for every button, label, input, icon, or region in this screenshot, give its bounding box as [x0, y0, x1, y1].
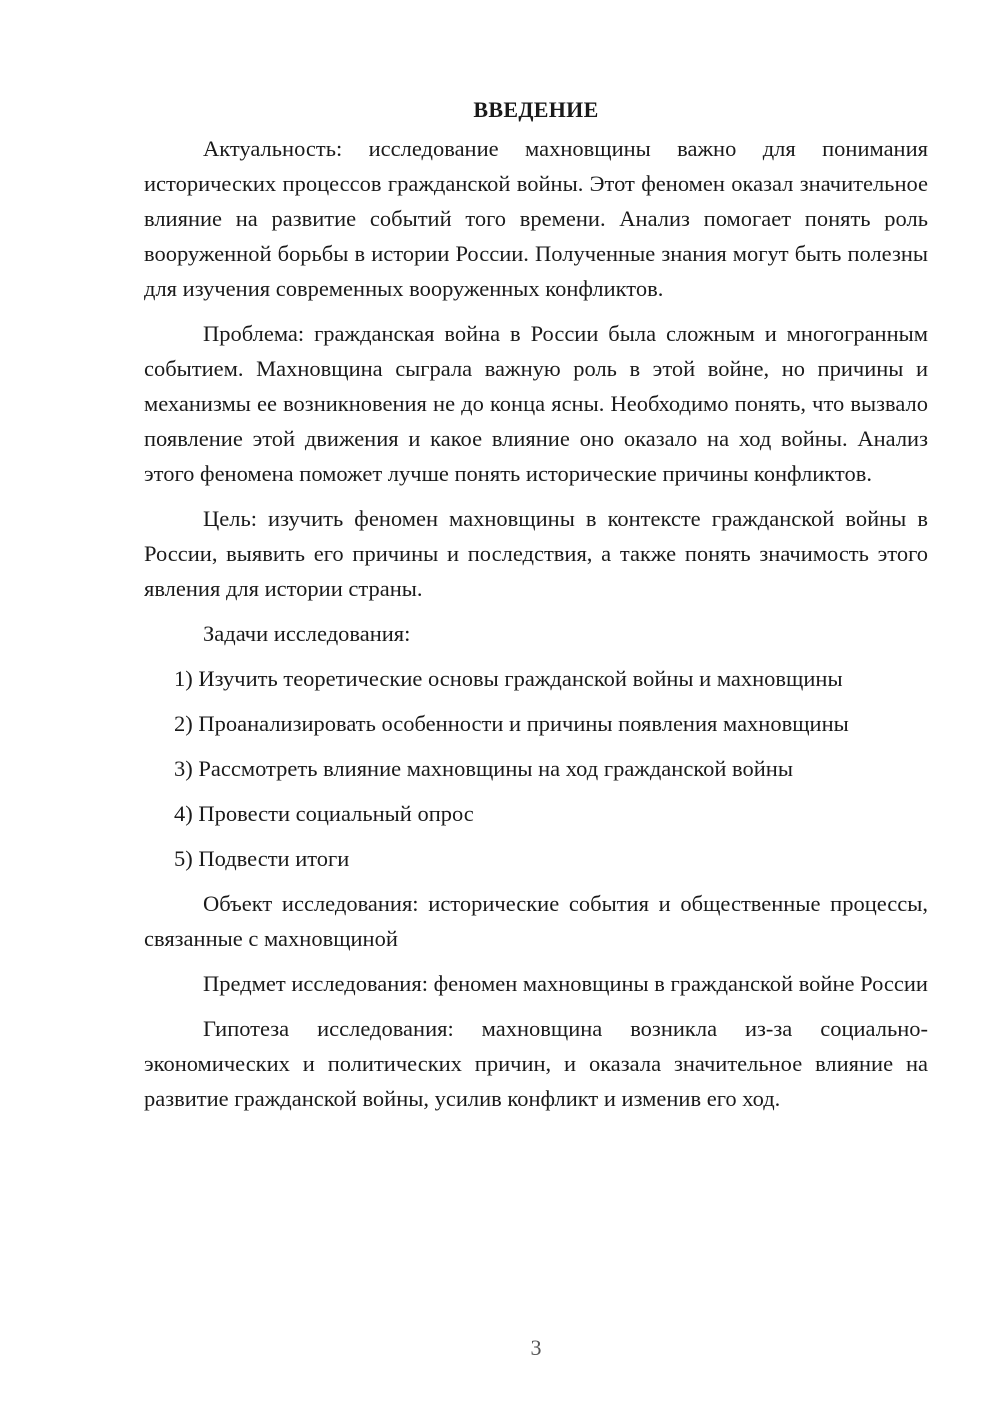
- relevance-paragraph: Актуальность: исследование махновщины важно для понимания исторических процессов гражданской войны. Этот феномен оказал значительное влияние на развитие событий того времени. Анализ помогает понять роль вооруженной борьбы в истории России. Полученные знания могут быть полезны для изучения современных вооруженных конфликтов.: [144, 136, 928, 301]
- task-item: 3) Рассмотреть влияние махновщины на ход гражданской войны: [174, 756, 793, 781]
- task-item: 5) Подвести итоги: [174, 846, 350, 871]
- problem-paragraph: Проблема: гражданская война в России была сложным и многогранным событием. Махновщина сыграла важную роль в этой войне, но причины и механизмы ее возникновения не до конца ясны. Необходимо понять, что вызвало появление этой движения и какое влияние оно оказало на ход войны. Анализ этого феномена поможет лучше понять исторические причины конфликтов.: [144, 321, 928, 486]
- task-item: 2) Проанализировать особенности и причины появления махновщины: [174, 711, 849, 736]
- page-title: ВВЕДЕНИЕ: [473, 97, 599, 122]
- page-content: [144, 92, 928, 1126]
- task-item: 4) Провести социальный опрос: [174, 801, 474, 826]
- tasks-list: [144, 661, 928, 876]
- hypothesis-paragraph: Гипотеза исследования: махновщина возникла из-за социально-экономических и политических причин, и оказала значительное влияние на развитие гражданской войны, усилив конфликт и изменив его ход.: [144, 1016, 928, 1111]
- page-number: 3: [530, 1335, 542, 1360]
- subject-paragraph: Предмет исследования: феномен махновщины в гражданской войне России: [203, 971, 928, 996]
- goal-paragraph: Цель: изучить феномен махновщины в контексте гражданской войны в России, выявить его причины и последствия, а также понять значимость этого явления для истории страны.: [144, 506, 928, 601]
- task-item: 1) Изучить теоретические основы гражданской войны и махновщины: [174, 666, 843, 691]
- object-paragraph: Объект исследования: исторические события и общественные процессы, связанные с махновщиной: [144, 891, 928, 951]
- tasks-title: Задачи исследования:: [203, 621, 411, 646]
